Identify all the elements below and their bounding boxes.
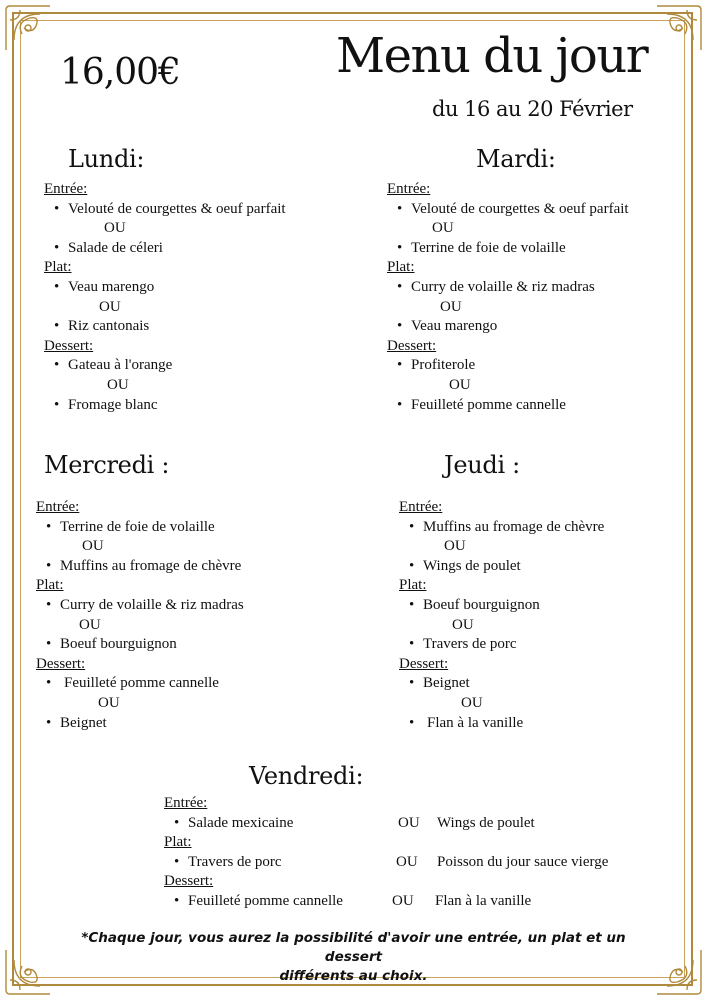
- list-item: • Boeuf bourguignon: [36, 635, 244, 655]
- list-item: • Terrine de foie de volaille: [36, 518, 244, 538]
- category-plat: Plat:: [164, 834, 192, 851]
- list-item: • Riz cantonais: [44, 317, 286, 337]
- category-dessert: Dessert:: [399, 655, 449, 672]
- menu-lundi: [44, 180, 286, 415]
- category-dessert: Dessert:: [44, 337, 94, 354]
- option-a: Travers de porc: [188, 853, 282, 870]
- list-item: • Flan à la vanille: [399, 714, 604, 734]
- footnote-line-2: différents au choix.: [279, 968, 428, 984]
- list-item: • Muffins au fromage de chèvre: [36, 557, 244, 577]
- list-item: • Gateau à l'orange: [44, 356, 286, 376]
- list-item: • Feuilleté pomme cannelle: [36, 674, 244, 694]
- list-item: • Curry de volaille & riz madras: [36, 596, 244, 616]
- category-entree: Entrée:: [44, 181, 88, 197]
- or-separator: OU: [440, 298, 462, 315]
- day-title-jeudi: Jeudi :: [444, 451, 520, 479]
- or-separator: OU: [461, 694, 483, 711]
- bullet: •: [174, 814, 180, 831]
- page-title: Menu du jour: [336, 28, 648, 84]
- category-dessert: Dessert:: [387, 337, 437, 354]
- or-separator: OU: [444, 538, 466, 555]
- list-item: [164, 853, 624, 873]
- or-separator: OU: [452, 616, 474, 633]
- list-item: • Muffins au fromage de chèvre: [399, 518, 604, 538]
- category-entree: Entrée:: [36, 499, 80, 515]
- category-plat: Plat:: [387, 259, 415, 276]
- category-entree: Entrée:: [399, 499, 443, 515]
- list-item: • Veau marengo: [44, 278, 286, 298]
- menu-mardi: [387, 180, 629, 415]
- bullet: •: [174, 853, 180, 870]
- option-a: Salade mexicaine: [188, 814, 294, 831]
- list-item: • Terrine de foie de volaille: [387, 239, 629, 259]
- option-b: Poisson du jour sauce vierge: [437, 853, 609, 870]
- day-title-vendredi: Vendredi:: [249, 762, 364, 790]
- day-title-mardi: Mardi:: [476, 145, 556, 173]
- list-item: • Feuilleté pomme cannelle: [387, 396, 629, 416]
- corner-ornament-icon: [647, 0, 707, 60]
- or-separator: OU: [432, 220, 454, 237]
- list-item: • Profiterole: [387, 356, 629, 376]
- list-item: [164, 814, 624, 834]
- list-item: • Fromage blanc: [44, 396, 286, 416]
- date-range: du 16 au 20 Février: [432, 97, 633, 121]
- corner-ornament-icon: [0, 940, 60, 1000]
- or-separator: OU: [392, 892, 414, 909]
- menu-vendredi: [164, 794, 624, 912]
- category-plat: Plat:: [399, 577, 427, 594]
- or-separator: OU: [449, 376, 471, 393]
- list-item: • Wings de poulet: [399, 557, 604, 577]
- list-item: [164, 892, 624, 912]
- list-item: • Beignet: [399, 674, 604, 694]
- category-entree: Entrée:: [387, 181, 431, 197]
- day-title-lundi: Lundi:: [68, 145, 145, 173]
- list-item: • Curry de volaille & riz madras: [387, 278, 629, 298]
- category-entree: Entrée:: [164, 795, 208, 811]
- price: 16,00€: [60, 52, 180, 93]
- list-item: • Boeuf bourguignon: [399, 596, 604, 616]
- category-dessert: Dessert:: [36, 655, 86, 672]
- category-plat: Plat:: [36, 577, 64, 594]
- or-separator: OU: [104, 220, 126, 237]
- list-item: • Beignet: [36, 714, 244, 734]
- corner-ornament-icon: [647, 940, 707, 1000]
- or-separator: OU: [396, 853, 418, 870]
- corner-ornament-icon: [0, 0, 60, 60]
- or-separator: OU: [98, 694, 120, 711]
- or-separator: OU: [82, 538, 104, 555]
- footnote: [60, 929, 647, 986]
- list-item: • Velouté de courgettes & oeuf parfait: [387, 200, 629, 220]
- footnote-line-1: *Chaque jour, vous aurez la possibilité d'avoir une entrée, un plat et un dessert: [81, 930, 626, 965]
- or-separator: OU: [398, 814, 420, 831]
- or-separator: OU: [99, 298, 121, 315]
- menu-mercredi: [36, 498, 244, 733]
- or-separator: OU: [79, 616, 101, 633]
- or-separator: OU: [107, 376, 129, 393]
- list-item: • Travers de porc: [399, 635, 604, 655]
- option-b: Wings de poulet: [437, 814, 535, 831]
- option-b: Flan à la vanille: [435, 892, 532, 909]
- option-a: Feuilleté pomme cannelle: [188, 892, 343, 909]
- list-item: • Salade de céleri: [44, 239, 286, 259]
- menu-jeudi: [399, 498, 604, 733]
- list-item: • Veau marengo: [387, 317, 629, 337]
- list-item: • Velouté de courgettes & oeuf parfait: [44, 200, 286, 220]
- bullet: •: [174, 892, 180, 909]
- category-dessert: Dessert:: [164, 873, 214, 890]
- category-plat: Plat:: [44, 259, 72, 276]
- day-title-mercredi: Mercredi :: [44, 451, 170, 479]
